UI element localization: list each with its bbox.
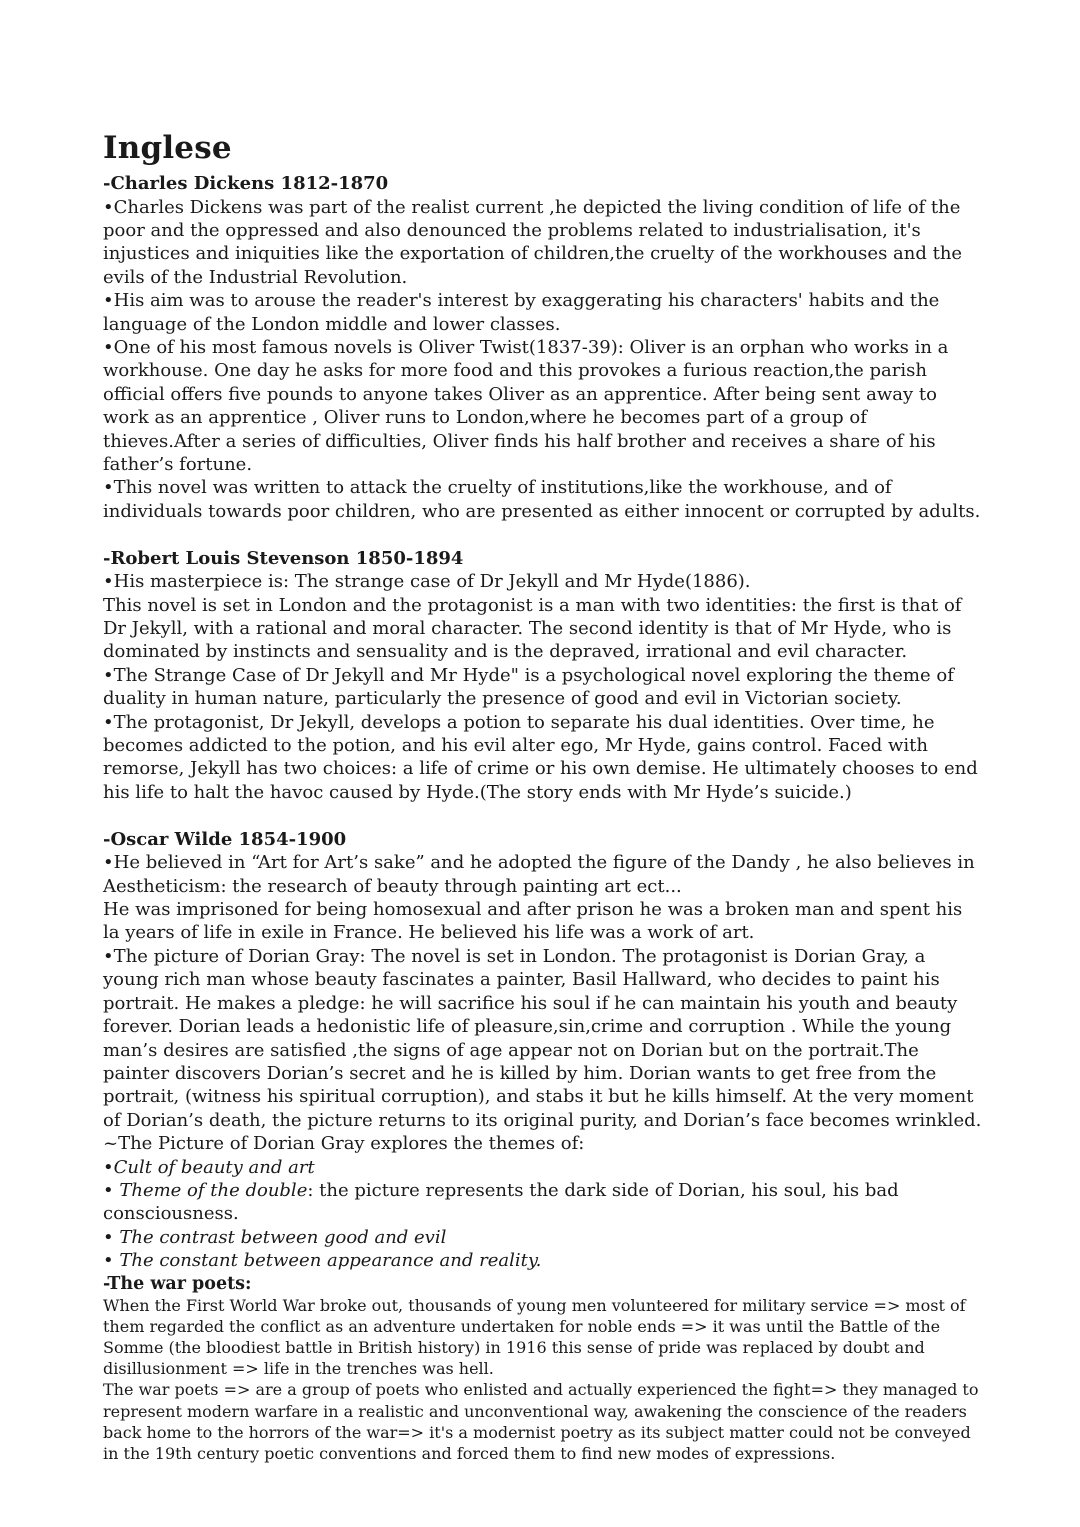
section-heading-stevenson: -Robert Louis Stevenson 1850-1894 [103,547,464,569]
theme-name: Theme of the double [119,1179,308,1201]
section-dickens [103,172,983,523]
dickens-paragraph: •One of his most famous novels is Oliver Twist(1837-39): Oliver is an orphan who works in a workhouse. One day he asks for more food and this provokes a furious reaction,the parish official offers five pounds to anyone takes Oliver as an apprentice. After being sent away to work as an apprentice , Oliver runs to London,where he becomes part of a group of thieves.After a series of difficulties, Oliver finds his half brother and receives a share of his father’s fortune. [103,336,949,475]
section-wilde [103,828,983,1273]
wilde-themes-intro: ~The Picture of Dorian Gray explores the themes of: [103,1133,585,1155]
wilde-paragraph: •He believed in “Art for Art’s sake” and he adopted the figure of the Dandy , he also believes in Aestheticism: the research of beauty through painting art ect... [103,852,975,897]
section-heading-war-poets: -The war poets: [103,1273,252,1294]
bullet-marker: • [103,1156,114,1178]
war-poets-paragraph: When the First World War broke out, thousands of young men volunteered for military service => most of them regarded the conflict as an adventure undertaken for noble ends => it was until the Battle of the Somme (the bloodiest battle in British history) in 1916 this sense of pride was replaced by doubt and disillusionment => life in the trenches was hell. [103,1295,966,1379]
theme-list-item [103,1156,983,1179]
document-page [103,126,983,1464]
theme-list-item [103,1249,983,1272]
section-spacer [103,804,983,828]
wilde-paragraph: •The picture of Dorian Gray: The novel is set in London. The protagonist is Dorian Gray, a young rich man whose beauty fascinates a painter, Basil Hallward, who decides to paint his portrait. He makes a pledge: he will sacrifice his soul if he can maintain his youth and beauty forever. Dorian leads a hedonistic life of pleasure,sin,crime and corruption . While the young man’s desires are satisfied ,the signs of age appear not on Dorian but on the portrait.The painter discovers Dorian’s secret and he is killed by him. Dorian wants to get free from the portrait, (witness his spiritual corruption), and stabs it but he kills himself. At the very moment of Dorian’s death, the picture returns to its original purity, and Dorian’s face becomes wrinkled. [103,945,982,1131]
stevenson-paragraph: •The Strange Case of Dr Jekyll and Mr Hyde" is a psychological novel exploring the theme of duality in human nature, particularly the presence of good and evil in Victorian society. [103,664,954,710]
wilde-paragraph: He was imprisoned for being homosexual and after prison he was a broken man and spent his la years of life in exile in France. He believed his life was a work of art. [103,899,963,944]
section-stevenson [103,547,983,805]
section-heading-wilde: -Oscar Wilde 1854-1900 [103,828,347,850]
section-spacer [103,523,983,547]
stevenson-paragraph: •His masterpiece is: The strange case of Dr Jekyll and Mr Hyde(1886). [103,571,751,593]
section-war-poets [103,1273,983,1465]
dickens-paragraph: •Charles Dickens was part of the realist current ,he depicted the living condition of life of the poor and the oppressed and also denounced the problems related to industrialisation, it's injustices and iniquities like the exportation of children,the cruelty of the workhouses and the evils of the Industrial Revolution. [103,196,963,288]
stevenson-paragraph: •The protagonist, Dr Jekyll, develops a potion to separate his dual identities. Over time, he becomes addicted to the potion, and his evil alter ego, Mr Hyde, gains control. Faced with remorse, Jekyll has two choices: a life of crime or his own demise. He ultimately chooses to end his life to halt the havoc caused by Hyde.(The story ends with Mr Hyde’s suicide.) [103,711,978,803]
bullet-marker: • [103,1250,120,1272]
theme-name: The constant between appearance and reality. [119,1250,542,1272]
document-title: Inglese [103,130,232,166]
theme-description: : the picture represents the dark side of Dorian, his soul, his bad consciousness. [103,1179,899,1225]
dickens-paragraph: •This novel was written to attack the cruelty of institutions,like the workhouse, and of individuals towards poor children, who are presented as either innocent or corrupted by adults. [103,477,981,522]
theme-name: The contrast between good and evil [119,1226,447,1248]
bullet-marker: • [103,1226,120,1248]
theme-list-item [103,1179,983,1226]
theme-name: Cult of beauty and art [113,1156,315,1178]
war-poets-paragraph: The war poets => are a group of poets who enlisted and actually experienced the fight=> they managed to represent modern warfare in a realistic and unconventional way, awakening the conscience of the readers back home to the horrors of the war=> it's a modernist poetry as its subject matter could not be conveyed in the 19th century poetic conventions and forced them to find new modes of expressions. [103,1380,979,1463]
dickens-paragraph: •His aim was to arouse the reader's interest by exaggerating his characters' habits and the language of the London middle and lower classes. [103,290,940,335]
stevenson-paragraph: This novel is set in London and the protagonist is a man with two identities: the first is that of Dr Jekyll, with a rational and moral character. The second identity is that of Mr Hyde, who is dominated by instincts and sensuality and is the depraved, irrational and evil character. [103,594,962,663]
theme-list-item [103,1226,983,1249]
bullet-marker: • [103,1179,120,1201]
section-heading-dickens: -Charles Dickens 1812-1870 [103,173,389,194]
